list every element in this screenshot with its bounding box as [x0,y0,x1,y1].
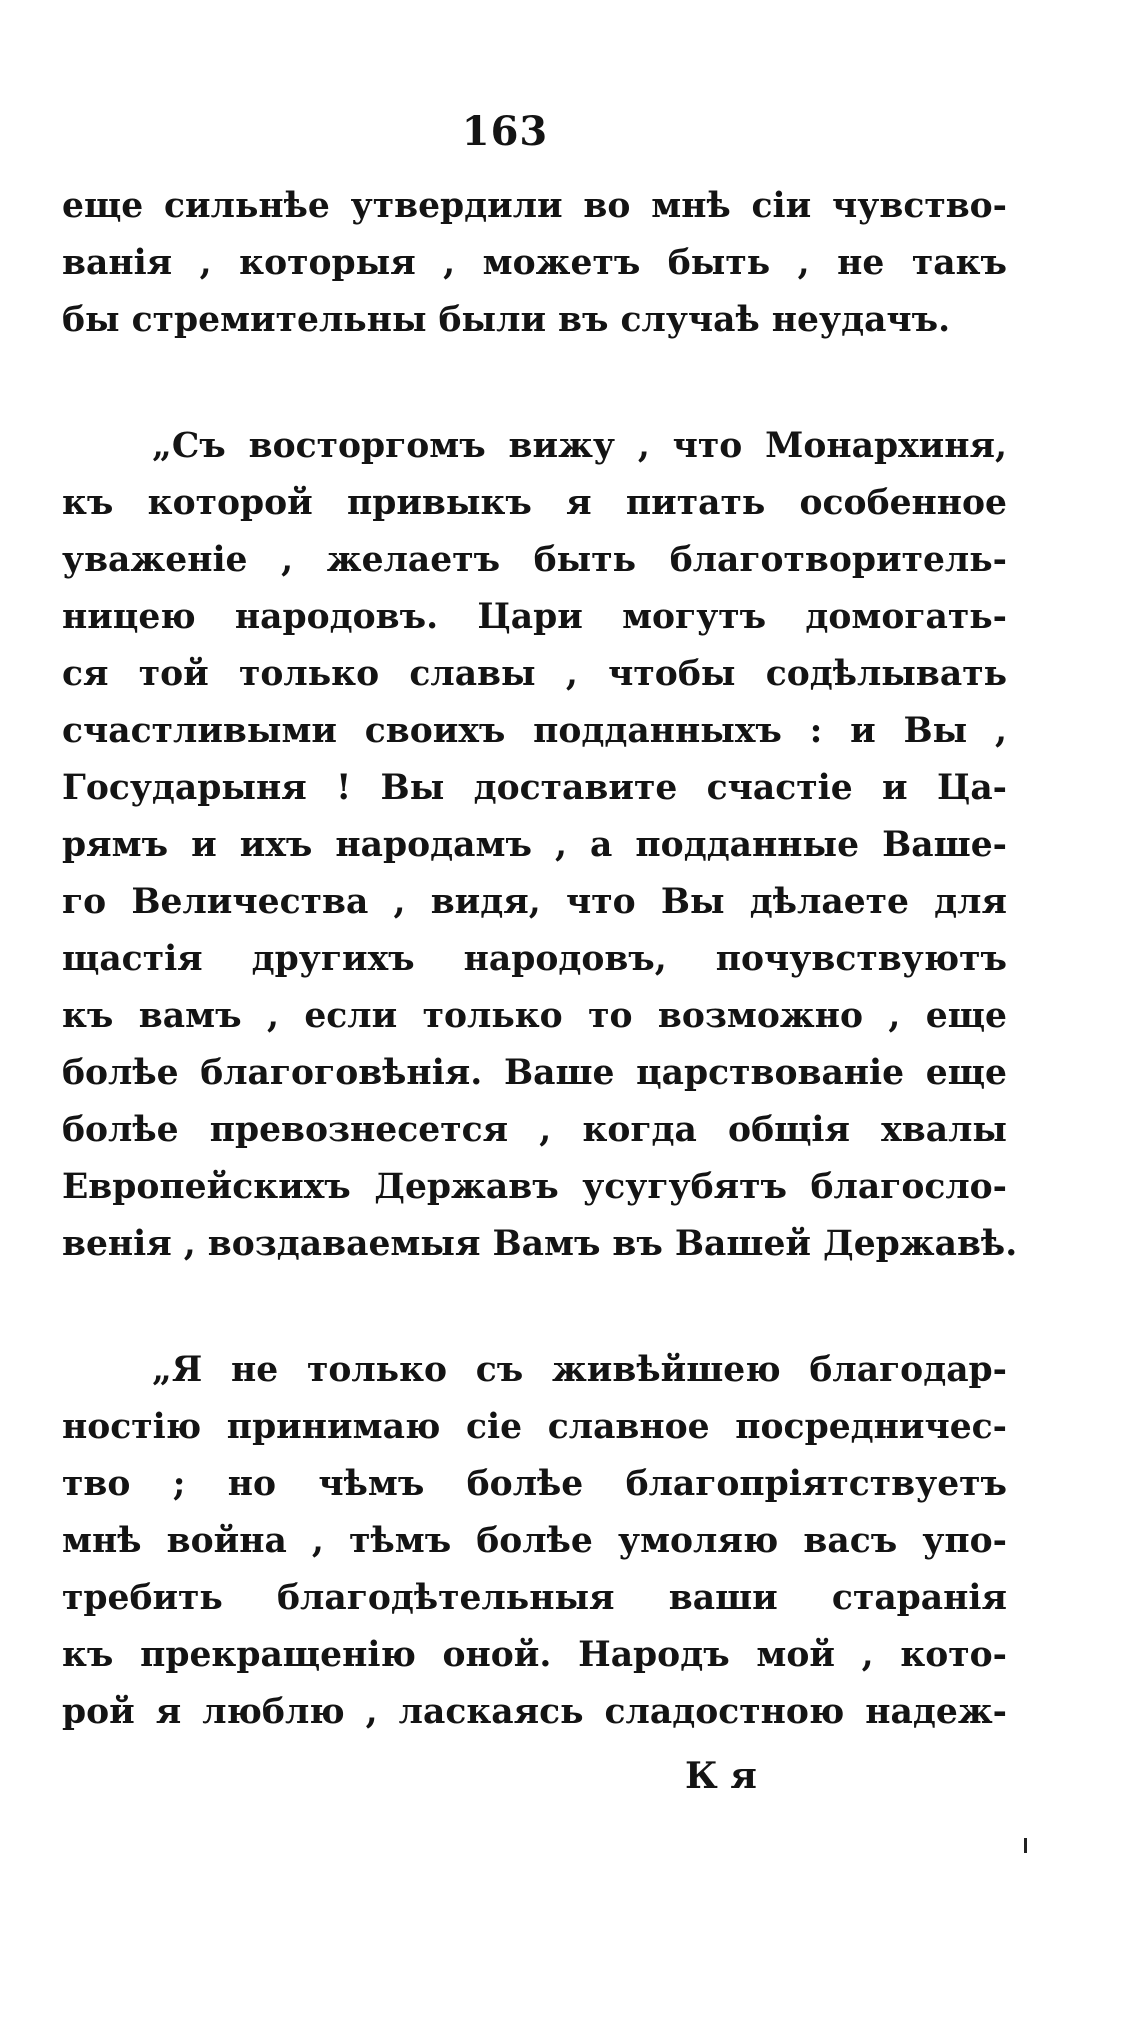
ink-mark [1024,1838,1027,1853]
text-line: болѣе превознесется , когда общія хвалы [62,1110,1007,1150]
page-number: 163 [461,108,549,155]
text-line: еще сильнѣе утвердили во мнѣ сіи чувство- [62,186,1007,226]
text-line: „Я не только съ живѣйшею благодар- [152,1350,1007,1390]
text-line: щастія другихъ народовъ, почувствуютъ [62,939,1007,979]
text-line: тво ; но чѣмъ болѣе благопріятствуетъ [62,1464,1007,1504]
text-line: бы стремительны были въ случаѣ неудачъ. [62,300,951,340]
text-line: ванія , которыя , можетъ быть , не такъ [62,243,1007,283]
text-line: Европейскихъ Державъ усугубятъ благосло- [62,1167,1007,1207]
text-line: ницею народовъ. Цари могутъ домогать- [62,597,1007,637]
text-line: требить благодѣтельныя ваши старанія [62,1578,1007,1618]
text-line: го Величества , видя, что Вы дѣлаете для [62,882,1007,922]
text-line: болѣе благоговѣнія. Ваше царствованіе еще [62,1053,1007,1093]
text-line: къ вамъ , если только то возможно , еще [62,996,1007,1036]
text-line: къ которой привыкъ я питать особенное [62,483,1007,523]
text-line: рой я люблю , ласкаясь сладостною надеж- [62,1692,1007,1732]
text-line: „Съ восторгомъ вижу , что Монархиня, [152,426,1007,466]
text-line: ся той только славы , чтобы содѣлывать [62,654,1007,694]
text-line: венія , воздаваемыя Вамъ въ Вашей Державѣ. [62,1224,1018,1264]
text-line: Государыня ! Вы доставите счастіе и Ца- [62,768,1007,808]
text-line: счастливыми своихъ подданныхъ : и Вы , [62,711,1007,751]
text-line: къ прекращенію оной. Народъ мой , кото- [62,1635,1007,1675]
text-line: рямъ и ихъ народамъ , а подданные Ваше- [62,825,1007,865]
text-line: мнѣ война , тѣмъ болѣе умоляю васъ упо- [62,1521,1007,1561]
text-line: уваженіе , желаетъ быть благотворитель- [62,540,1007,580]
catchword: К я [685,1755,757,1797]
text-line: ностію принимаю сіе славное посредничес- [62,1407,1007,1447]
